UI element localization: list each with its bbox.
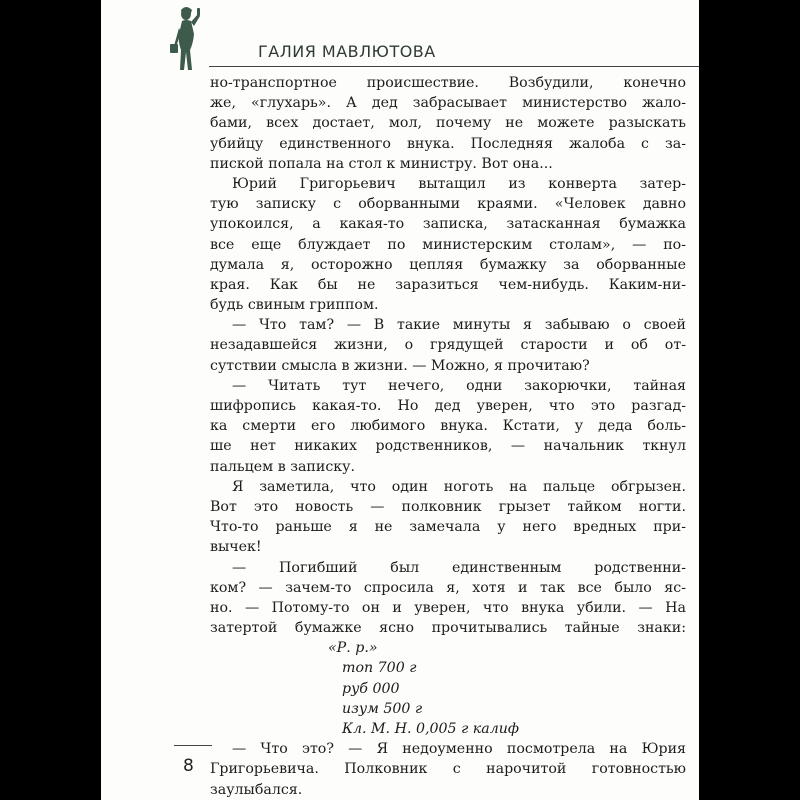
note-line: топ 700 г <box>342 660 417 677</box>
text-line: шифропись какая-то. Но дед уверен, что это разгад- <box>210 398 686 414</box>
text-line: — Погибший был единственным родственни- <box>232 559 686 576</box>
text-line: сутствии смысла в жизни. — Можно, я прочитаю? <box>210 357 590 374</box>
text-line: же, «глухарь». А дед забрасывает министерство жало- <box>210 95 686 112</box>
page-number: 8 <box>183 756 194 776</box>
text-line: Что-то раньше я не замечала у него вредных при- <box>210 519 686 536</box>
text-line: ка смерти его любимого внука. Кстати, у деда боль- <box>210 418 686 435</box>
author-name: ГАЛИЯ МАВЛЮТОВА <box>258 42 436 61</box>
body-text <box>210 73 686 800</box>
running-header <box>164 6 699 68</box>
text-line: вычек! <box>210 539 262 556</box>
text-line: будь свиным гриппом. <box>210 297 379 314</box>
text-line: пиской попала на стол к министру. Вот она... <box>210 155 553 172</box>
text-line: бами, всех достает, мол, почему не можете разыскать <box>210 115 686 132</box>
text-line: заулыбался. <box>210 781 303 798</box>
text-line: края. Как бы не заразиться чем-нибудь. Каким-ни- <box>210 276 686 293</box>
woman-silhouette-icon <box>168 6 204 72</box>
text-line: упокоился, а какая-то записка, затасканная бумажка <box>210 216 686 233</box>
text-line: все еще блуждает по министерским столам», — по- <box>210 236 686 253</box>
right-black-margin <box>699 0 800 800</box>
text-line: — Что там? — В такие минуты я забываю о своей <box>232 317 686 334</box>
text-line: тую записку с оборванными краями. «Человек давно <box>210 196 686 213</box>
text-line: убийцу единственного внука. Последняя жалоба с за- <box>210 135 686 152</box>
note-line: «Р. р.» <box>328 640 378 657</box>
text-line: думала я, осторожно цепляя бумажку за оборванные <box>210 256 686 273</box>
text-line: — Что это? — Я недоуменно посмотрела на Юрия <box>232 741 686 758</box>
note-line: руб 000 <box>342 680 400 697</box>
text-line: пальцем в записку. <box>210 458 355 475</box>
text-line: но-транспортное происшествие. Возбудили, конечно <box>210 75 686 91</box>
footer-rule <box>174 745 212 746</box>
book-page <box>101 0 699 800</box>
text-line: Григорьевича. Полковник с нарочитой готовностью <box>210 761 686 778</box>
text-line: но. — Потому-то он и уверен, что внука убили. — На <box>210 599 686 616</box>
text-line: затертой бумажке ясно прочитывались тайные знаки: <box>210 620 686 637</box>
text-line: незадавшейся жизни, о грядущей старости и об от- <box>210 337 686 354</box>
text-line: Юрий Григорьевич вытащил из конверта затер- <box>232 175 686 192</box>
text-line: ком? — зачем-то спросила я, хотя и так все было яс- <box>210 579 686 596</box>
left-black-margin <box>0 0 101 800</box>
text-line: ше нет никаких родственников, — начальник ткнул <box>210 438 686 455</box>
header-rule <box>209 66 699 67</box>
note-line: Кл. М. Н. 0,005 г калиф <box>342 721 519 737</box>
text-line: Вот это новость — полковник грызет тайком ногти. <box>210 498 686 515</box>
text-line: — Читать тут нечего, одни закорючки, тайная <box>232 377 686 394</box>
text-line: Я заметила, что один ноготь на пальце обгрызен. <box>232 478 686 495</box>
note-line: изум 500 г <box>342 700 423 717</box>
